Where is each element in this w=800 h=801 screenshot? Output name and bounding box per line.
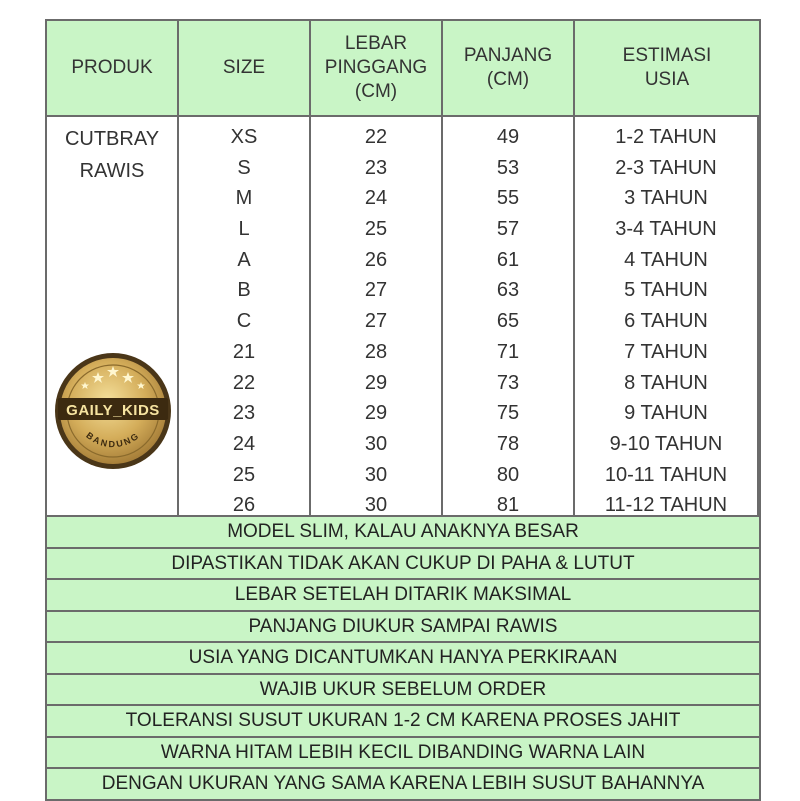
size-cell: M bbox=[235, 187, 253, 210]
age-cell: 3 TAHUN bbox=[624, 187, 708, 210]
waist-cell: 26 bbox=[364, 248, 388, 271]
logo-city: BANDUNG bbox=[84, 430, 142, 450]
waist-cell: 29 bbox=[364, 371, 388, 394]
waist-cell: 30 bbox=[364, 494, 388, 517]
note-row: USIA YANG DICANTUMKAN HANYA PERKIRAAN bbox=[47, 643, 759, 675]
length-cell: 65 bbox=[496, 310, 520, 333]
col-estimasi-usia bbox=[575, 117, 759, 515]
header-line: LEBAR bbox=[344, 33, 408, 54]
age-cell: 3-4 TAHUN bbox=[615, 218, 717, 241]
header-produk: PRODUK bbox=[47, 21, 179, 115]
size-cell: S bbox=[237, 156, 251, 179]
size-cell: XS bbox=[230, 126, 258, 148]
length-cell: 55 bbox=[496, 187, 520, 210]
waist-cell: 22 bbox=[364, 126, 388, 148]
size-cell: B bbox=[237, 279, 251, 302]
length-cell: 73 bbox=[496, 371, 520, 394]
waist-cell: 29 bbox=[364, 402, 388, 425]
note-row: LEBAR SETELAH DITARIK MAKSIMAL bbox=[47, 580, 759, 612]
size-cell: 21 bbox=[232, 340, 256, 363]
header-size: SIZE bbox=[179, 21, 311, 115]
waist-cell: 27 bbox=[364, 310, 388, 333]
header-line: (CM) bbox=[354, 81, 398, 102]
header-panjang bbox=[443, 21, 575, 115]
waist-cell: 28 bbox=[364, 340, 388, 363]
age-cell: 9-10 TAHUN bbox=[609, 432, 723, 455]
length-cell: 78 bbox=[496, 432, 520, 455]
size-cell: 26 bbox=[232, 494, 256, 517]
product-name-line: RAWIS bbox=[79, 160, 145, 182]
age-cell: 6 TAHUN bbox=[624, 310, 708, 333]
col-panjang bbox=[443, 117, 575, 515]
age-cell: 10-11 TAHUN bbox=[604, 463, 728, 486]
length-cell: 61 bbox=[496, 248, 520, 271]
size-cell: 22 bbox=[232, 371, 256, 394]
age-cell: 8 TAHUN bbox=[624, 371, 708, 394]
length-cell: 75 bbox=[496, 402, 520, 425]
length-cell: 63 bbox=[496, 279, 520, 302]
length-cell: 80 bbox=[496, 463, 520, 486]
table-body bbox=[47, 117, 759, 517]
waist-cell: 30 bbox=[364, 463, 388, 486]
note-row: WAJIB UKUR SEBELUM ORDER bbox=[47, 675, 759, 707]
size-cell: C bbox=[236, 310, 252, 333]
note-row: TOLERANSI SUSUT UKURAN 1-2 CM KARENA PROSES JAHIT bbox=[47, 706, 759, 738]
logo-name: GAILY_KIDS bbox=[66, 402, 160, 419]
age-cell: 1-2 TAHUN bbox=[615, 126, 717, 148]
length-cell: 57 bbox=[496, 218, 520, 241]
size-cell: 23 bbox=[232, 402, 256, 425]
age-cell: 2-3 TAHUN bbox=[615, 156, 717, 179]
waist-cell: 24 bbox=[364, 187, 388, 210]
age-cell: 9 TAHUN bbox=[624, 402, 708, 425]
header-line: (CM) bbox=[486, 69, 530, 90]
note-row: DENGAN UKURAN YANG SAMA KARENA LEBIH SUSUT BAHANNYA bbox=[47, 769, 759, 799]
age-cell: 5 TAHUN bbox=[624, 279, 708, 302]
col-size bbox=[179, 117, 311, 515]
size-chart bbox=[45, 19, 761, 801]
header-line: PINGGANG bbox=[324, 57, 428, 78]
notes-list bbox=[47, 517, 759, 799]
size-cell: 25 bbox=[232, 463, 256, 486]
header-row bbox=[47, 21, 759, 117]
header-line: PANJANG bbox=[463, 45, 553, 66]
product-name-line: CUTBRAY bbox=[64, 128, 160, 150]
age-cell: 7 TAHUN bbox=[624, 340, 708, 363]
waist-cell: 30 bbox=[364, 432, 388, 455]
header-line: USIA bbox=[644, 69, 690, 90]
waist-cell: 23 bbox=[364, 156, 388, 179]
header-estimasi-usia bbox=[575, 21, 759, 115]
waist-cell: 27 bbox=[364, 279, 388, 302]
length-cell: 53 bbox=[496, 156, 520, 179]
note-row: DIPASTIKAN TIDAK AKAN CUKUP DI PAHA & LUTUT bbox=[47, 549, 759, 581]
length-cell: 49 bbox=[496, 126, 520, 148]
size-cell: A bbox=[237, 248, 251, 271]
gaily-kids-logo bbox=[52, 350, 174, 472]
header-line: ESTIMASI bbox=[622, 45, 712, 66]
length-cell: 71 bbox=[496, 340, 520, 363]
note-row: WARNA HITAM LEBIH KECIL DIBANDING WARNA LAIN bbox=[47, 738, 759, 770]
size-cell: L bbox=[238, 218, 250, 241]
note-row: MODEL SLIM, KALAU ANAKNYA BESAR bbox=[47, 517, 759, 549]
header-lebar-pinggang bbox=[311, 21, 443, 115]
col-lebar-pinggang bbox=[311, 117, 443, 515]
length-cell: 81 bbox=[496, 494, 520, 517]
waist-cell: 25 bbox=[364, 218, 388, 241]
note-row: PANJANG DIUKUR SAMPAI RAWIS bbox=[47, 612, 759, 644]
age-cell: 4 TAHUN bbox=[624, 248, 708, 271]
size-cell: 24 bbox=[232, 432, 256, 455]
age-cell: 11-12 TAHUN bbox=[604, 494, 728, 517]
